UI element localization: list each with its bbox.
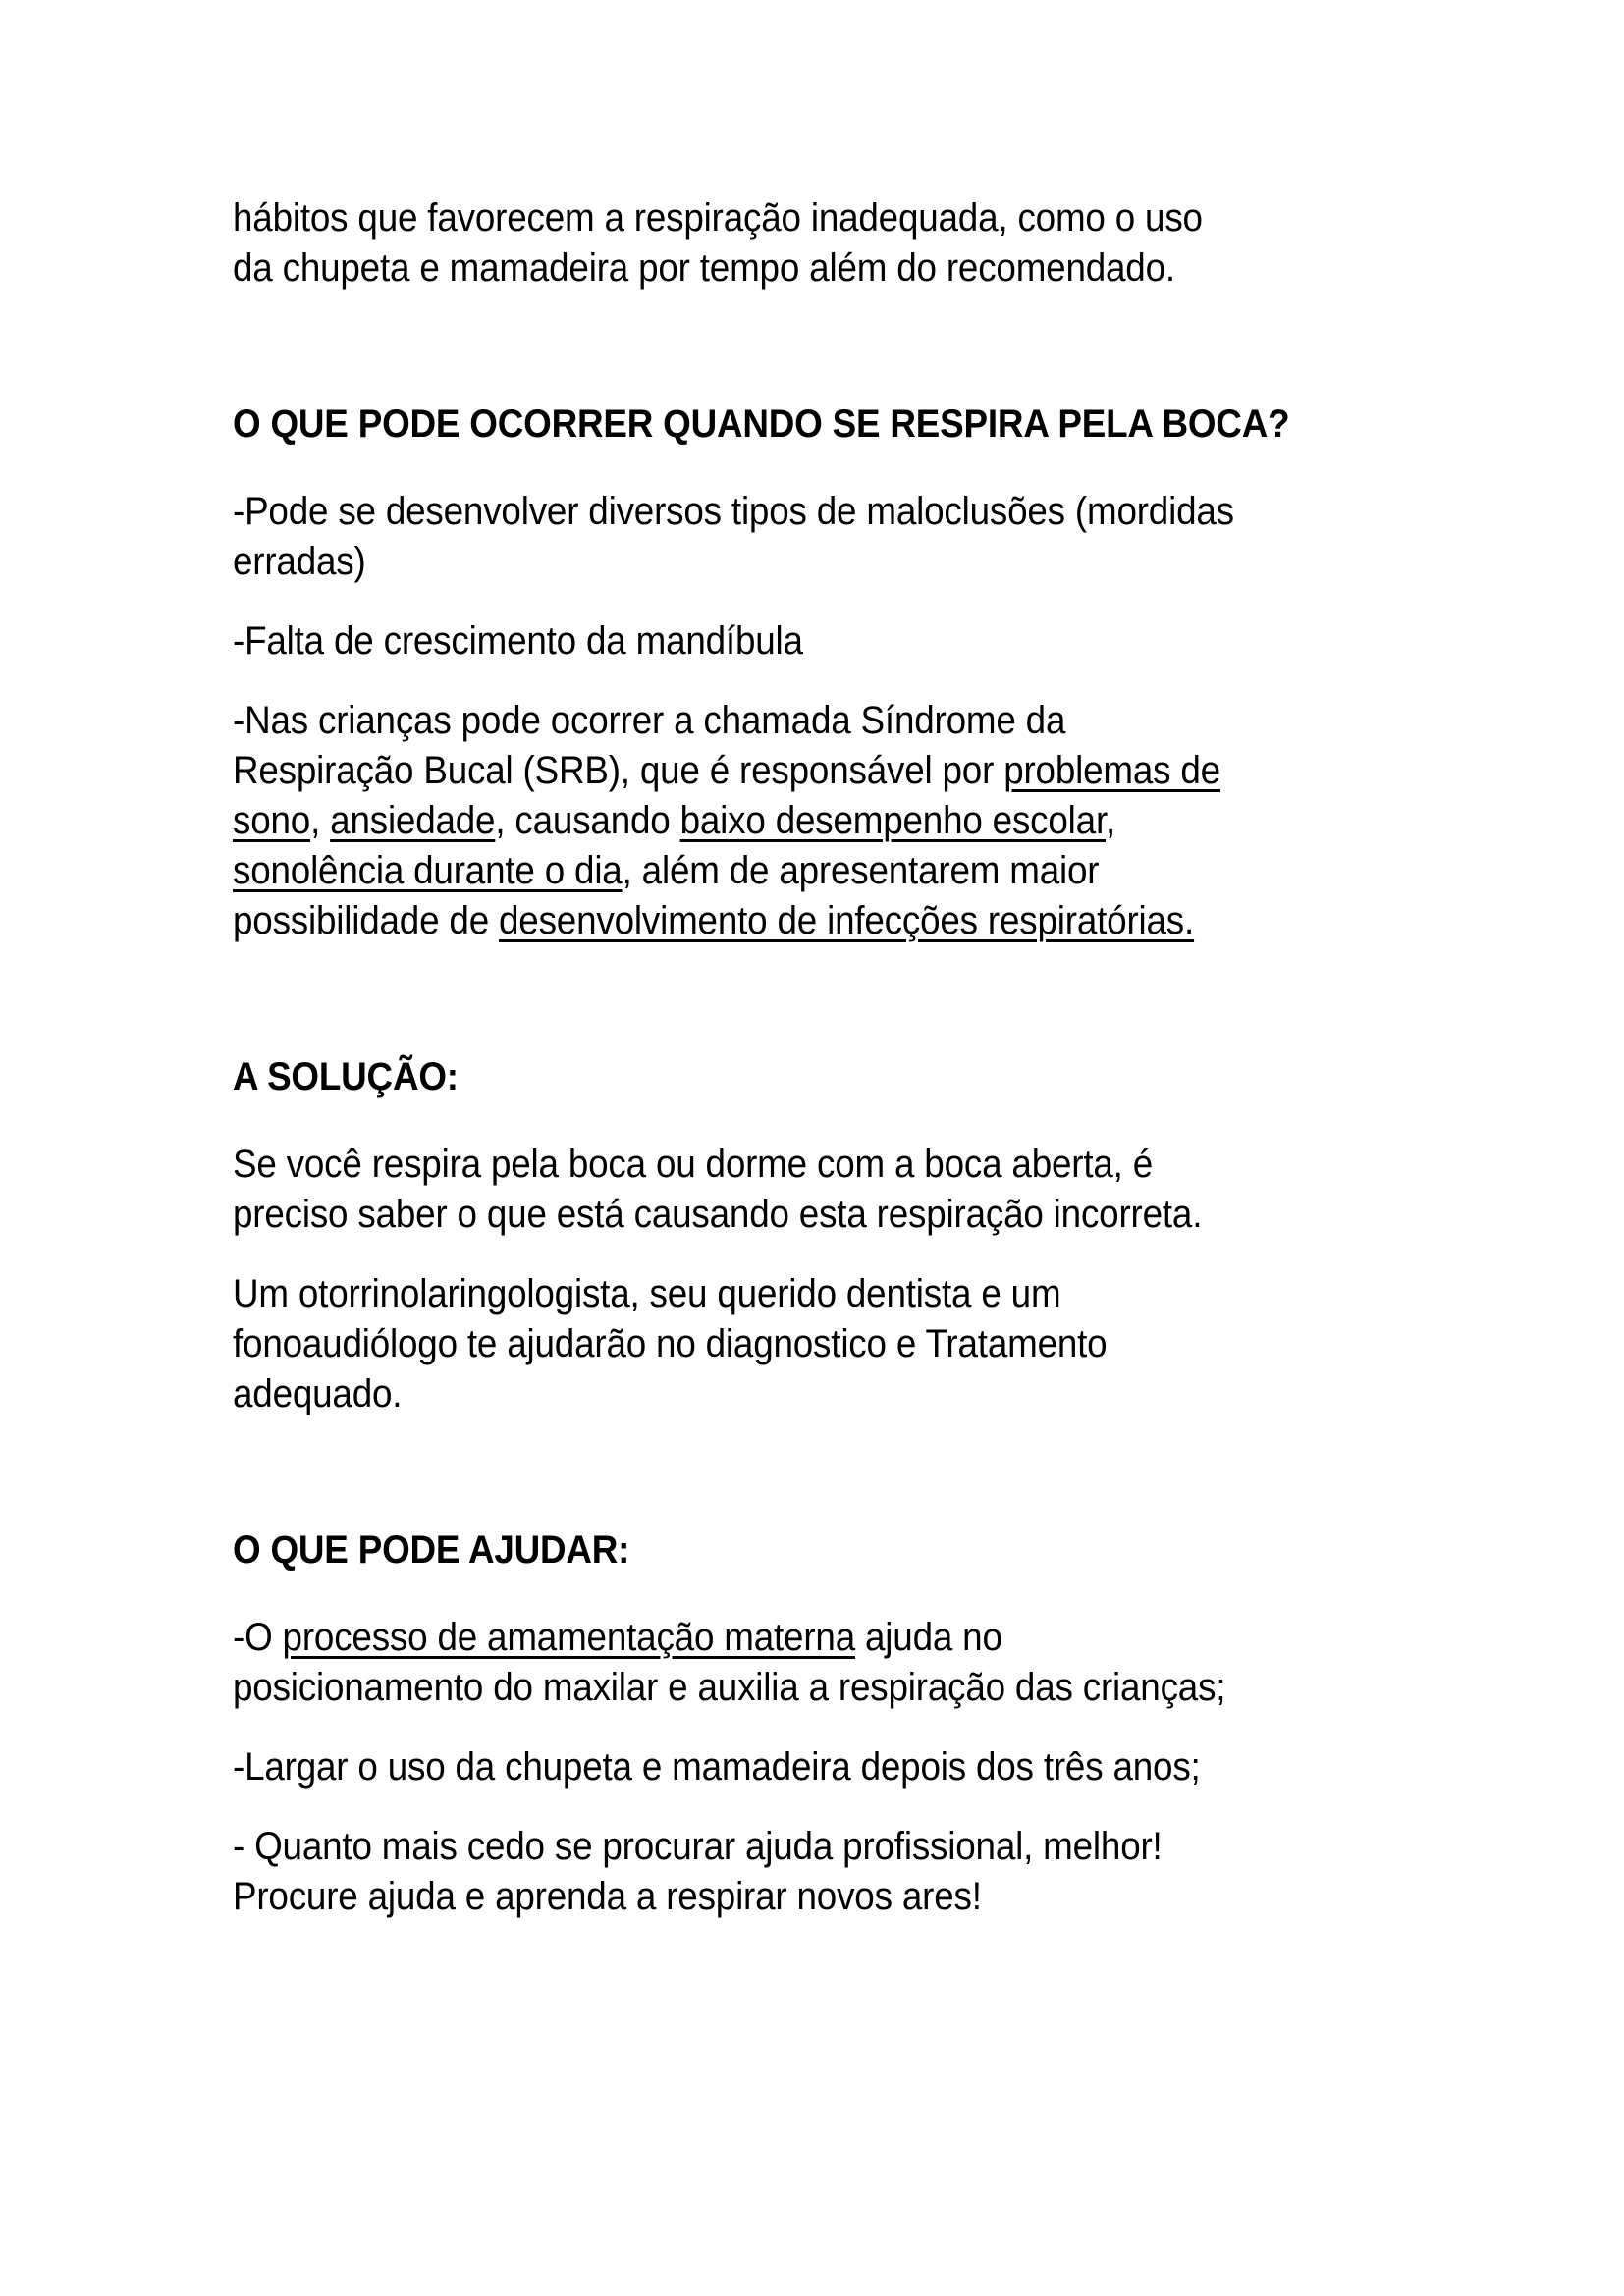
text-segment: , além de apresentarem maior	[622, 849, 1100, 892]
para-respiracao-incorreta	[233, 1140, 1435, 1240]
heading-a-solucao	[233, 1052, 1435, 1102]
text-segment: - Quanto mais cedo se procurar ajuda profissional, melhor!	[233, 1825, 1163, 1868]
underlined-text: baixo desempenho escolar	[679, 799, 1107, 842]
underlined-text: sono	[233, 799, 311, 842]
heading-o-que-pode-ajudar	[233, 1525, 1435, 1575]
underlined-text: desenvolvimento de infecções respiratórias.	[499, 899, 1195, 942]
bullet-ajuda-profissional	[233, 1822, 1435, 1922]
underlined-text: processo de amamentação materna	[282, 1616, 855, 1659]
text-segment: A SOLUÇÃO:	[233, 1055, 459, 1098]
text-line	[233, 1269, 1435, 1319]
text-line	[233, 537, 1435, 587]
text-segment: preciso saber o que está causando esta respiração incorreta.	[233, 1193, 1203, 1236]
text-line	[233, 193, 1435, 243]
underlined-text: sonolência durante o dia	[233, 849, 623, 892]
text-line	[233, 616, 1435, 667]
bullet-amamentacao	[233, 1613, 1435, 1713]
bullet-mandibula	[233, 616, 1435, 667]
text-segment: -Pode se desenvolver diversos tipos de maloclusões (mordidas	[233, 490, 1234, 533]
text-line	[233, 400, 1435, 450]
text-line	[233, 1663, 1435, 1713]
bullet-chupeta-mamadeira	[233, 1742, 1435, 1792]
text-line	[233, 1613, 1435, 1663]
text-line	[233, 1742, 1435, 1792]
text-line	[233, 696, 1435, 746]
text-line	[233, 1190, 1435, 1240]
intro-paragraph	[233, 193, 1435, 294]
text-segment: Respiração Bucal (SRB), que é responsável por	[233, 749, 1004, 792]
heading-o-que-pode-ocorrer	[233, 400, 1435, 450]
para-profissionais	[233, 1269, 1435, 1419]
text-segment: -Falta de crescimento da mandíbula	[233, 619, 803, 663]
text-line	[233, 1822, 1435, 1872]
text-line	[233, 846, 1435, 896]
text-line	[233, 243, 1435, 294]
text-line	[233, 1052, 1435, 1102]
text-segment: , causando	[495, 799, 680, 842]
document-content	[233, 193, 1435, 1951]
text-segment: posicionamento do maxilar e auxilia a respiração das crianças;	[233, 1666, 1226, 1709]
text-segment: -Nas crianças pode ocorrer a chamada Síndrome da	[233, 699, 1066, 742]
text-line	[233, 1369, 1435, 1419]
bullet-sindrome-respiracao-bucal	[233, 696, 1435, 946]
text-segment: -Largar o uso da chupeta e mamadeira depois dos três anos;	[233, 1745, 1201, 1789]
text-line	[233, 1140, 1435, 1190]
text-segment: O QUE PODE AJUDAR:	[233, 1528, 630, 1572]
text-line	[233, 746, 1435, 796]
text-segment: da chupeta e mamadeira por tempo além do recomendado.	[233, 246, 1175, 290]
text-segment: ajuda no	[854, 1616, 1002, 1659]
text-line	[233, 1319, 1435, 1369]
underlined-text: ansiedade	[330, 799, 496, 842]
text-segment: ,	[310, 799, 331, 842]
text-line	[233, 1872, 1435, 1922]
text-segment: adequado.	[233, 1372, 403, 1415]
text-line	[233, 896, 1435, 946]
text-segment: Se você respira pela boca ou dorme com a boca aberta, é	[233, 1143, 1154, 1186]
text-segment: fonoaudiólogo te ajudarão no diagnostico e Tratamento	[233, 1322, 1108, 1365]
text-segment: erradas)	[233, 540, 366, 583]
text-line	[233, 1525, 1435, 1575]
text-segment: ,	[1106, 799, 1116, 842]
text-line	[233, 796, 1435, 846]
text-segment: possibilidade de	[233, 899, 500, 942]
text-segment: -O	[233, 1616, 283, 1659]
text-segment: Um otorrinolaringologista, seu querido dentista e um	[233, 1272, 1061, 1315]
bullet-maloclusoes	[233, 487, 1435, 587]
text-segment: hábitos que favorecem a respiração inadequada, como o uso	[233, 196, 1203, 240]
underlined-text: problemas de	[1003, 749, 1220, 792]
text-segment: O QUE PODE OCORRER QUANDO SE RESPIRA PELA BOCA?	[233, 402, 1290, 446]
text-segment: Procure ajuda e aprenda a respirar novos ares!	[233, 1875, 982, 1918]
text-line	[233, 487, 1435, 537]
